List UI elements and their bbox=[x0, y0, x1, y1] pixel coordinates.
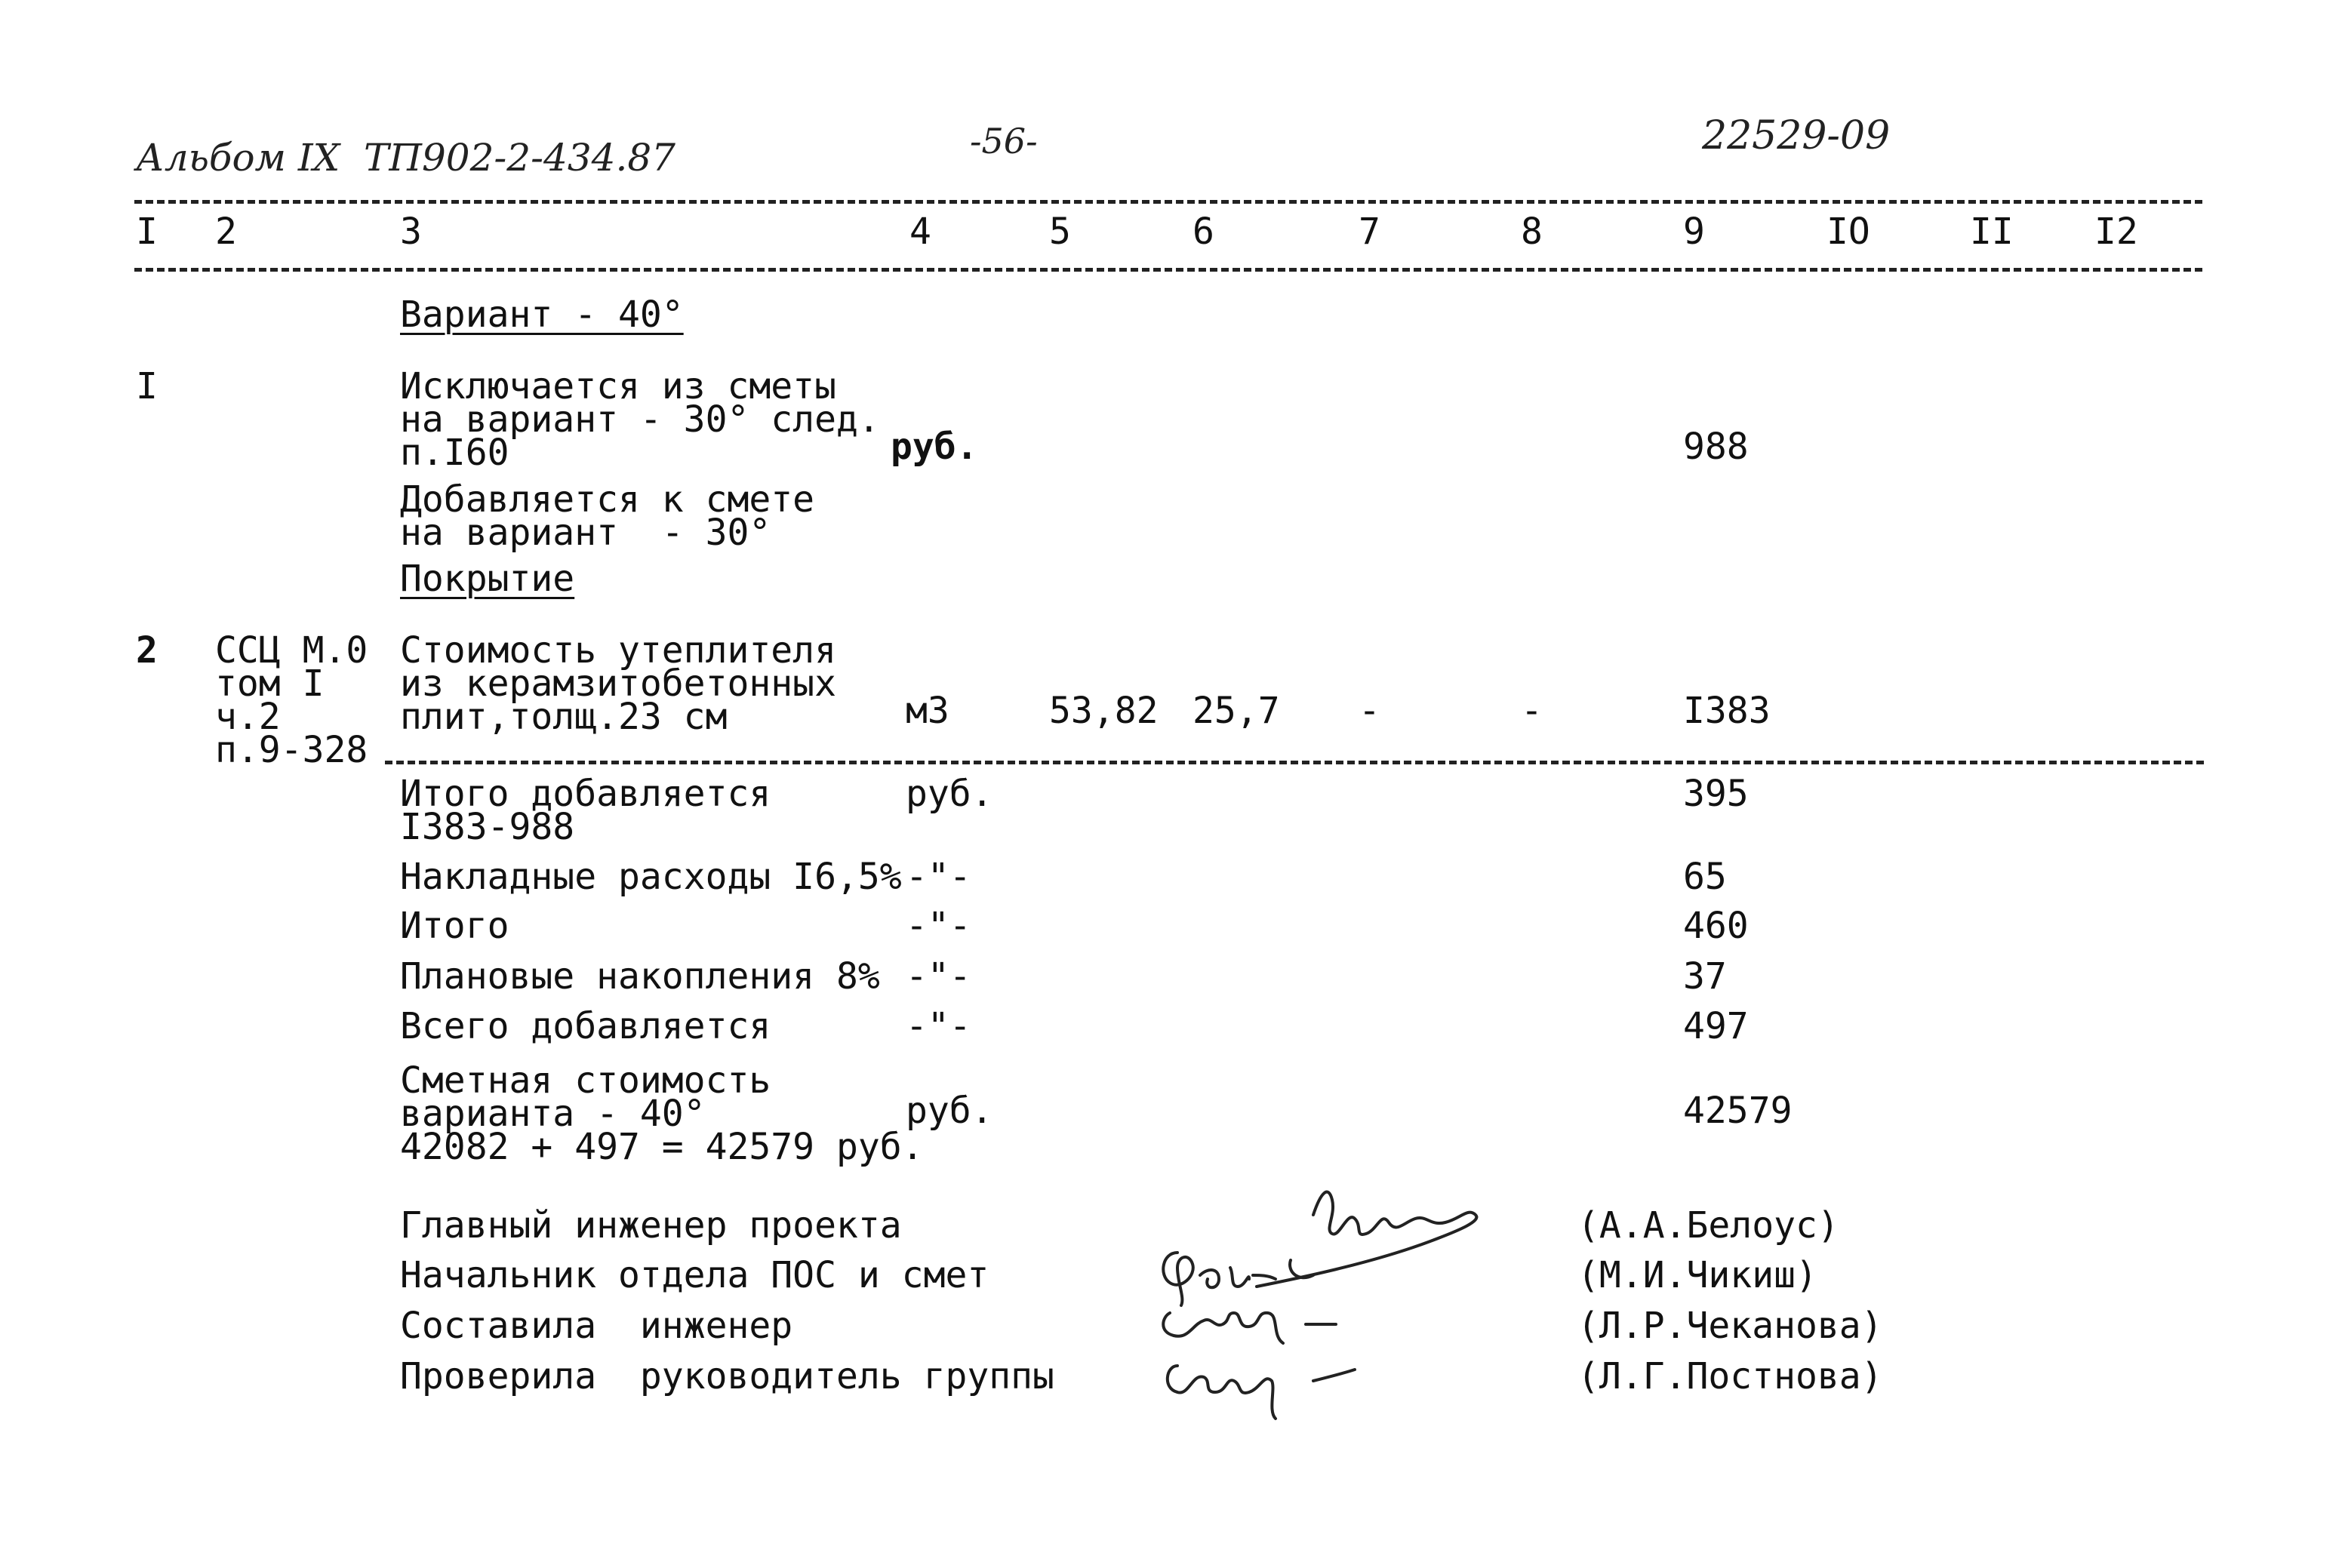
row2-description: Стоимость утеплителя из керамзитобетонных плит,толщ.23 см bbox=[400, 629, 836, 738]
signature-name-compiler: (Л.Р.Чеканова) bbox=[1577, 1305, 1883, 1347]
row2-unit: м3 bbox=[906, 690, 949, 732]
album-reference: Альбом IX ТП902-2-434.87 bbox=[136, 136, 675, 180]
summary-grand-total: 497 bbox=[1683, 1005, 1749, 1047]
summary-savings-unit: -"- bbox=[906, 955, 971, 998]
summary-added-desc: Итого добавляется I383-988 bbox=[400, 773, 771, 848]
signature-name-chief-engineer: (А.А.Белоус) bbox=[1577, 1204, 1839, 1247]
signature-role-department-head: Начальник отдела ПОС и смет bbox=[400, 1254, 989, 1296]
row2-total: I383 bbox=[1683, 690, 1771, 732]
summary-estimate-desc: Сметная стоимость варианта - 40° 42082 + 497 = 42579 руб. bbox=[400, 1059, 924, 1168]
signature-name-department-head: (М.И.Чикиш) bbox=[1577, 1254, 1817, 1296]
summary-savings-total: 37 bbox=[1683, 955, 1727, 998]
summary-added-total: 395 bbox=[1683, 773, 1749, 815]
summary-added-unit: руб. bbox=[906, 773, 993, 815]
header-top-rule bbox=[134, 200, 2202, 204]
row1-total: 988 bbox=[1683, 426, 1749, 468]
signature-role-chief-engineer: Главный инженер проекта bbox=[400, 1204, 902, 1247]
col-header-9: 9 bbox=[1683, 211, 1705, 253]
row1-unit: руб. bbox=[891, 426, 978, 468]
summary-grand-unit: -"- bbox=[906, 1005, 971, 1047]
summary-rule bbox=[385, 761, 2204, 764]
document-code: 22529-09 bbox=[1702, 113, 1891, 158]
section-title: Вариант - 40° bbox=[400, 294, 684, 336]
row2-quantity: 25,7 bbox=[1193, 690, 1280, 732]
summary-overhead-desc: Накладные расходы I6,5% bbox=[400, 856, 902, 898]
row2-reference: ССЦ М.0 том I ч.2 п.9-328 bbox=[215, 629, 368, 771]
col-header-4: 4 bbox=[909, 211, 931, 253]
signature-chief-engineer bbox=[1257, 1192, 1476, 1287]
summary-grand-desc: Всего добавляется bbox=[400, 1005, 771, 1047]
col-header-8: 8 bbox=[1521, 211, 1543, 253]
col-header-3: 3 bbox=[400, 211, 422, 253]
summary-subtotal-unit: -"- bbox=[906, 905, 971, 947]
signature-role-checker: Проверила руководитель группы bbox=[400, 1355, 1054, 1397]
add-to-estimate-text: Добавляется к смете на вариант - 30° bbox=[400, 478, 815, 554]
handwritten-signatures bbox=[1147, 1162, 1570, 1434]
signature-checker bbox=[1168, 1366, 1355, 1419]
page-number: -56- bbox=[970, 121, 1038, 161]
row2-number: 2 bbox=[136, 629, 158, 672]
summary-overhead-unit: -"- bbox=[906, 856, 971, 898]
col-header-10: IO bbox=[1826, 211, 1870, 253]
summary-savings-desc: Плановые накопления 8% bbox=[400, 955, 880, 998]
row1-number: I bbox=[136, 365, 158, 407]
signature-role-compiler: Составила инженер bbox=[400, 1305, 793, 1347]
row1-description: Исключается из сметы на вариант - 30° след. п.I60 bbox=[400, 365, 880, 474]
col-header-6: 6 bbox=[1193, 211, 1214, 253]
col-header-2: 2 bbox=[215, 211, 237, 253]
summary-estimate-unit: руб. bbox=[906, 1090, 993, 1132]
subsection-title: Покрытие bbox=[400, 558, 575, 600]
col-header-7: 7 bbox=[1359, 211, 1380, 253]
signature-compiler bbox=[1163, 1313, 1336, 1343]
summary-overhead-total: 65 bbox=[1683, 856, 1727, 898]
col-header-11: II bbox=[1970, 211, 2014, 253]
row2-price: 53,82 bbox=[1049, 690, 1159, 732]
signature-name-checker: (Л.Г.Постнова) bbox=[1577, 1355, 1883, 1397]
col-header-12: I2 bbox=[2094, 211, 2138, 253]
col-header-5: 5 bbox=[1049, 211, 1071, 253]
row2-col7: - bbox=[1359, 690, 1380, 732]
summary-estimate-total: 42579 bbox=[1683, 1090, 1793, 1132]
row2-col8: - bbox=[1521, 690, 1543, 732]
header-bottom-rule bbox=[134, 268, 2202, 272]
col-header-1: I bbox=[136, 211, 158, 253]
summary-subtotal-total: 460 bbox=[1683, 905, 1749, 947]
summary-subtotal-desc: Итого bbox=[400, 905, 509, 947]
